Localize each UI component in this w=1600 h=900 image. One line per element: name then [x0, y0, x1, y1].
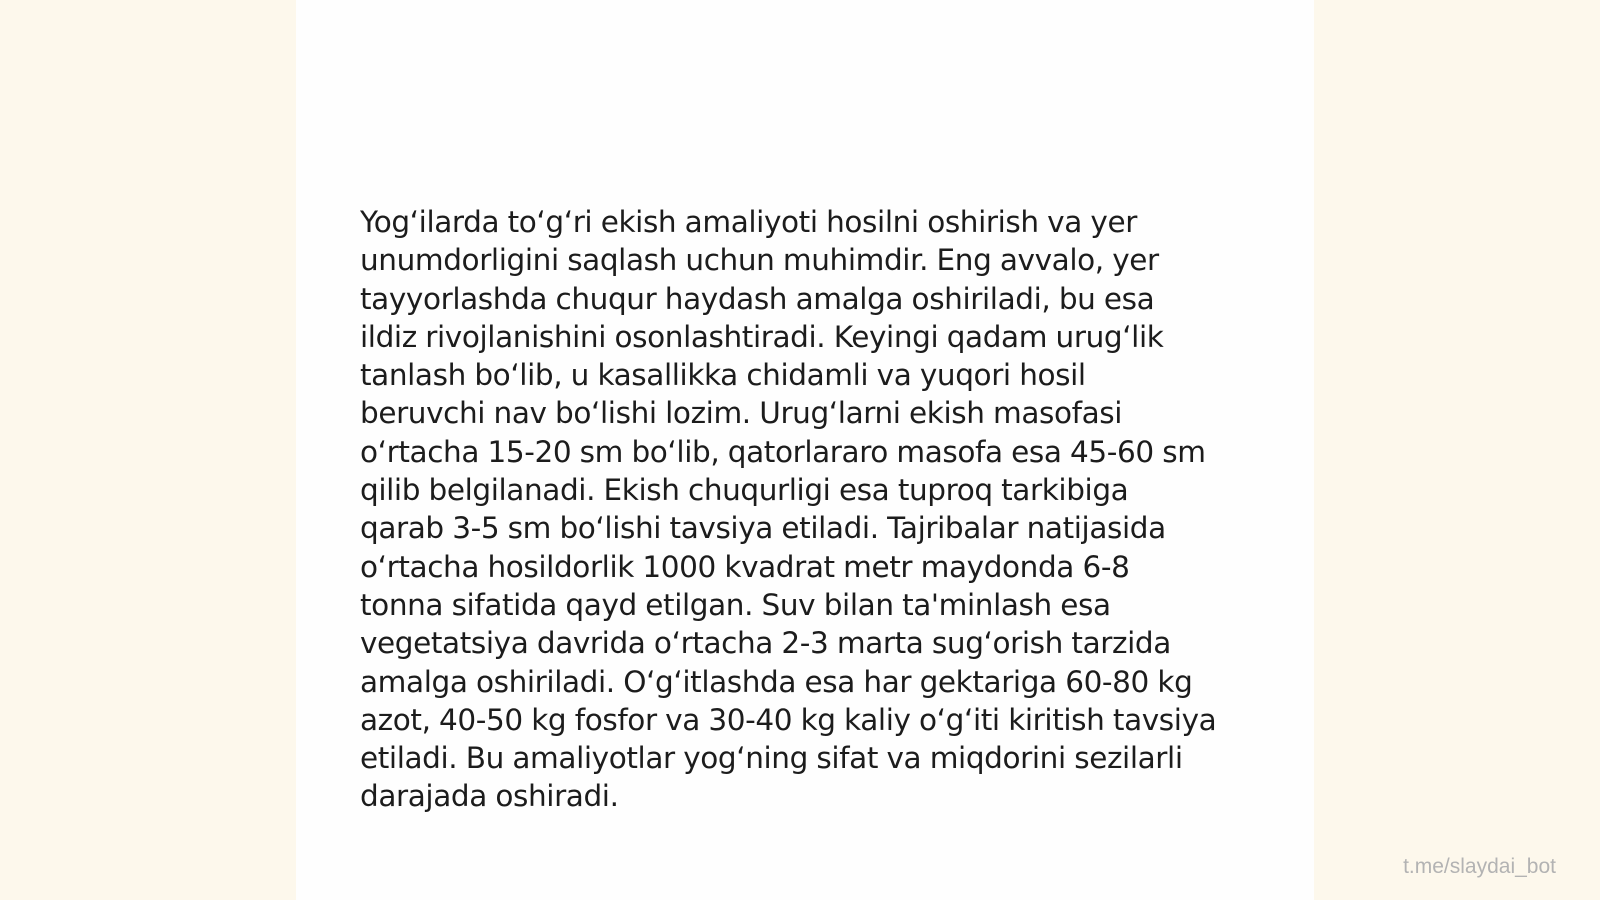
text-line: azot, 40-50 kg fosfor va 30-40 kg kaliy o‘g‘iti kiritish tavsiya [360, 702, 1217, 737]
text-line: vegetatsiya davrida o‘rtacha 2-3 marta sug‘orish tarzida [360, 626, 1171, 661]
text-line: tonna sifatida qayd etilgan. Suv bilan ta'minlash esa [360, 587, 1111, 622]
text-line: tayyorlashda chuqur haydash amalga oshiriladi, bu esa [360, 281, 1155, 316]
watermark-link: t.me/slaydai_bot [1403, 855, 1556, 878]
text-line: o‘rtacha 15-20 sm bo‘lib, qatorlararo masofa esa 45-60 sm [360, 434, 1206, 469]
text-line: qarab 3-5 sm bo‘lishi tavsiya etiladi. Tajribalar natijasida [360, 511, 1166, 546]
text-line: tanlash bo‘lib, u kasallikka chidamli va yuqori hosil [360, 358, 1086, 393]
text-line: etiladi. Bu amaliyotlar yog‘ning sifat va miqdorini sezilarli [360, 741, 1183, 776]
slide-body-text [360, 203, 1240, 816]
text-line: darajada oshiradi. [360, 779, 619, 814]
text-line: beruvchi nav bo‘lishi lozim. Urug‘larni ekish masofasi [360, 396, 1123, 431]
text-line: o‘rtacha hosildorlik 1000 kvadrat metr maydonda 6-8 [360, 549, 1130, 584]
text-line: ildiz rivojlanishini osonlashtiradi. Keyingi qadam urug‘lik [360, 319, 1164, 354]
text-line: qilib belgilanadi. Ekish chuqurligi esa tuproq tarkibiga [360, 473, 1129, 508]
slide [296, 0, 1314, 900]
text-line: Yog‘ilarda to‘g‘ri ekish amaliyoti hosilni oshirish va yer [360, 205, 1137, 239]
text-line: amalga oshiriladi. O‘g‘itlashda esa har gektariga 60-80 kg [360, 664, 1193, 699]
text-line: unumdorligini saqlash uchun muhimdir. Eng avvalo, yer [360, 243, 1159, 278]
